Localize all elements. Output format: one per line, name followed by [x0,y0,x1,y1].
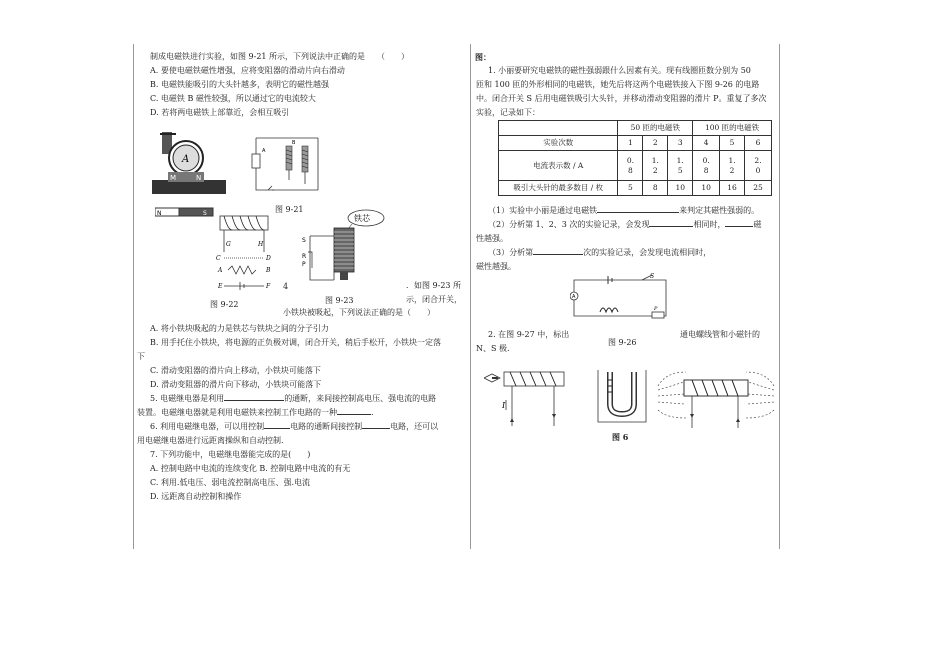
table-cell: 1. 2 [643,151,668,181]
sub3-line-1: （3）分析第 次的实验记录，会发现电流相同时， [488,248,712,257]
sub2-line-1: （2）分析第 1、2、3 次的实验记录，会发现 相同时， 磁 [488,220,762,229]
table-cell: 0. 8 [693,151,720,181]
svg-text:R: R [302,253,307,260]
q6-text-a: 6. 利用电磁继电器，可以用控制 [150,422,265,431]
group-50-header: 50 匝的电磁铁 [618,121,693,136]
table-cell: 0. 8 [618,151,643,181]
figure-9-26-circuit [570,272,670,326]
sub2-blank-2[interactable] [725,226,753,227]
figure-u-magnet [594,366,650,428]
figure-9-22-circuit [214,210,288,300]
svg-text:P: P [302,261,306,268]
table-header-row [499,121,772,136]
q2-line-1b: 通电螺线管和小磁针的 [680,330,760,339]
table-cell: 5 [720,136,745,151]
q5-text-c: 装置。电磁继电器就是利用电磁铁来控制工作电路的一种 [137,408,337,417]
q6-blank-1[interactable] [264,428,290,429]
figure-9-23-electromagnet [300,208,390,292]
q4-stem-part-b: 示，闭合开关， [406,295,462,304]
svg-text:N: N [157,210,162,217]
sub2-line-2: 性越强。 [476,234,508,243]
q4-option-b: B. 用手托住小铁块，将电源的正负极对调，闭合开关，稍后手松开，小铁块一定落 [150,338,441,347]
table-cell: 2 [643,136,668,151]
table-cell: 2. 0 [745,151,772,181]
experiment-record-table [498,120,772,196]
q3-option-c: C. 电磁铁 B 磁性较强，所以通过它的电流较大 [150,94,316,103]
q3-stem: 制成电磁铁进行实验，如图 9-21 所示，下列说法中正确的是 （ ） [150,52,410,61]
q6-line-1 [150,422,438,432]
svg-text:H: H [258,241,264,248]
row-label-pins: 吸引大头针的最多数目 / 枚 [499,181,618,196]
q5-blank-2[interactable] [337,414,371,415]
q4-stem-part-a: ．如图 9-23 所 [406,281,462,290]
sub1-line: （1）实验中小丽是通过电磁铁 来判定其磁性强弱的。 [488,206,760,215]
svg-text:C: C [216,255,221,262]
svg-text:N: N [196,174,202,182]
table-cell: 1. 2 [720,151,745,181]
svg-text:B: B [266,267,271,274]
svg-text:D: D [266,255,271,262]
svg-text:A: A [182,154,190,165]
right-heading: 图： [475,52,491,62]
sub3-line-2: 磁性越强。 [476,262,516,271]
table-row-trials [499,136,772,151]
q6-text-c: 电路，还可以 [390,422,439,431]
fig-6-caption: 图 6 [612,432,629,442]
q1-line-2: 匝和 100 匝的外形相同的电磁铁，她先后将这两个电磁铁接入下图 9-26 的电路 [476,80,760,89]
left-margin-rule [133,44,134,549]
group-100-header: 100 匝的电磁铁 [693,121,772,136]
figure-bar-magnet [155,206,215,218]
q4-stem-part-c: 小铁块被吸起，下列说法正确的是（ ） [283,308,435,317]
figure-solenoid-compass [484,366,570,436]
table-cell: 3 [668,136,693,151]
table-cell: 6 [745,136,772,151]
table-cell: 4 [693,136,720,151]
svg-text:I: I [502,401,506,410]
figure-9-21-circuit [248,132,328,196]
svg-text:M: M [170,174,177,182]
table-row-pins [499,181,772,196]
svg-text:P: P [654,306,658,312]
q7-option-d: D. 远距离自动控制和操作 [150,492,242,501]
svg-text:E: E [218,283,223,290]
right-margin-rule [779,44,780,549]
q1-line-4: 实验，记录如下： [476,108,540,117]
q6-line-2: 用电磁继电器进行远距离操纵和自动控制. [137,436,284,445]
fig-9-22-caption: 图 9-22 [210,300,239,309]
sub2-blank-1[interactable] [649,226,693,227]
row-label-trials: 实验次数 [499,136,618,151]
fig-9-23-caption: 图 9-23 [325,296,354,305]
svg-text:G: G [226,241,231,248]
svg-text:B: B [292,140,296,146]
q3-option-b: B. 电磁铁能吸引的大头针越多，表明它的磁性越强 [150,80,329,89]
q5-text-a: 5. 电磁继电器是利用 [150,394,225,403]
iron-core-label: 铁芯 [354,214,370,223]
table-cell: 8 [643,181,668,196]
q3-option-a: A. 要使电磁铁磁性增强，应将变阻器的滑动片向右滑动 [150,66,345,75]
q5-blank-1[interactable] [224,400,284,401]
q5-text-b: 的通断，来间接控制高电压、强电流的电路 [284,394,437,403]
svg-text:A: A [572,294,576,300]
q2-line-2: N、S 极. [476,344,510,353]
svg-text:S: S [203,210,207,217]
q4-option-d: D. 滑动变阻器的滑片向下移动，小铁块可能落下 [150,380,322,389]
q4-option-c: C. 滑动变阻器的滑片向上移动，小铁块可能落下 [150,366,321,375]
row-label-current: 电流表示数 / A [499,151,618,181]
table-cell: 25 [745,181,772,196]
q7-stem: 7. 下列功能中，电磁继电器能完成的是( ) [150,450,311,459]
q4-option-a: A. 将小铁块吸起的力是铁芯与铁块之间的分子引力 [150,324,329,333]
sub3-blank[interactable] [533,254,583,255]
table-cell: 10 [693,181,720,196]
center-divider-rule [470,44,471,549]
svg-text:S: S [302,237,306,244]
q6-blank-2[interactable] [362,428,390,429]
q2-line-1a: 2. 在图 9-27 中，标出 [488,330,570,339]
table-cell: 5 [618,181,643,196]
fig-9-21-caption: 图 9-21 [275,205,304,214]
table-corner-cell [499,121,618,136]
svg-text:S: S [650,273,655,280]
q1-line-3: 中。闭合开关 S 后用电磁铁吸引大头针，并移动滑动变阻器的滑片 P。重复了多次 [476,94,767,103]
q7-option-ab: A. 控制电路中电流的连续变化 B. 控制电路中电流的有无 [150,464,351,473]
q6-text-b: 电路的通断间接控制 [290,422,363,431]
q5-line-2: 装置。电磁继电器就是利用电磁铁来控制工作电路的一种 . [137,408,374,417]
table-cell: 16 [720,181,745,196]
q1-line-1: 1. 小丽要研究电磁铁的磁性强弱跟什么因素有关。现有线圈匝数分别为 50 [488,66,751,75]
svg-text:A: A [262,148,266,154]
q4-number-stub: 4 [283,282,289,291]
svg-text:A: A [218,267,223,274]
q4-option-b-wrap: 下 [137,352,145,361]
sub1-blank[interactable] [597,212,679,213]
q7-option-c: C. 利用.低电压、弱电流控制高电压、强.电流 [150,478,311,487]
q5-line-1 [150,394,436,404]
figure-6-field-lines [656,366,776,436]
figure-pin-electromagnet [150,128,228,198]
svg-text:F: F [266,283,271,290]
q3-option-d: D. 若将两电磁铁上部靠近，会相互吸引 [150,108,290,117]
fig-9-26-caption: 图 9-26 [608,338,637,347]
table-row-current [499,151,772,181]
table-cell: 1 [618,136,643,151]
table-cell: 10 [668,181,693,196]
table-cell: 1. 5 [668,151,693,181]
